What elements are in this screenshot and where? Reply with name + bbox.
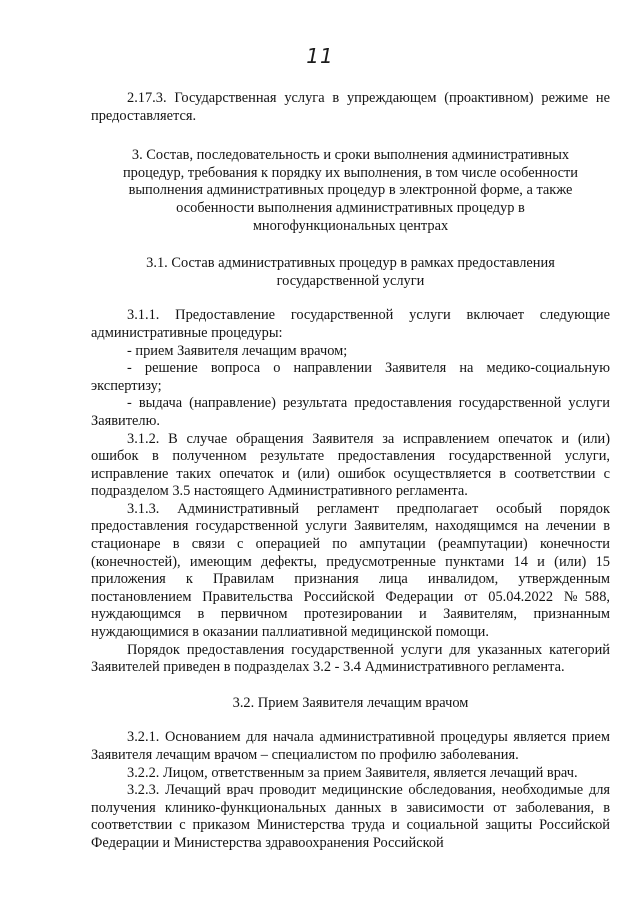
list-item-procedure-1: - прием Заявителя лечащим врачом; <box>127 342 348 359</box>
paragraph-2-17-3: 2.17.3. Государственная услуга в упреждающем (проактивном) режиме не предоставляется. <box>91 90 610 124</box>
list-item-procedure-2: - решение вопроса о направлении Заявителя на медико-социальную экспертизу; <box>91 360 610 394</box>
heading-subsection-3-1: 3.1. Состав административных процедур в рамках предоставления государственной услуги <box>146 255 555 289</box>
paragraph-order: Порядок предоставления государственной услуги для указанных категорий Заявителей приведен в подразделах 3.2 - 3.4 Административного регламента. <box>91 641 610 676</box>
list-item-procedure-3: - выдача (направление) результата предоставления государственной услуги Заявителю. <box>91 395 610 429</box>
paragraph-3-1-2: 3.1.2. В случае обращения Заявителя за исправлением опечаток и (или) ошибок в полученном результате предоставления государственной услуги, исправление таких опечаток и (или) ошибок осуществляется в соответствии с подразделом 3.5 настоящего Административного регламента. <box>91 430 610 500</box>
paragraph-3-2-1: 3.2.1. Основанием для начала административной процедуры является прием Заявителя лечащим врачом – специалистом по профилю заболевания. <box>91 729 610 763</box>
paragraph-3-1-1: 3.1.1. Предоставление государственной услуги включает следующие административные процедуры: <box>91 307 610 341</box>
page-number: 11 <box>306 44 334 68</box>
paragraph-3-1-3: 3.1.3. Административный регламент предполагает особый порядок предоставления государственной услуги Заявителям, находящимся на лечении в стационаре в связи с операцией по ампутации (реампутации) конечности (конечностей), имеющим дефекты, предусмотренные пунктами 14 и (или) 15 приложения к Правилам признания лица инвалидом, утвержденным постановлением Правительства Российской Федерации от 05.04.2022 №588, нуждающимся в первичном протезировании и Заявителям, признанным нуждающимися в оказании паллиативной медицинской помощи. <box>91 500 610 641</box>
document-body <box>91 90 610 853</box>
heading-subsection-3-2: 3.2. Прием Заявителя лечащим врачом <box>232 694 469 711</box>
paragraph-3-2-3: 3.2.3. Лечащий врач проводит медицинские обследования, необходимые для получения клинико-функциональных данных в зависимости от заболевания, в соответствии с приказом Министерства труда и социальной защиты Российской Федерации и Министерства здравоохранения Российской <box>91 782 610 851</box>
paragraph-3-2-2: 3.2.2. Лицом, ответственным за прием Заявителя, является лечащий врач. <box>127 764 578 781</box>
heading-section-3: 3. Состав, последовательность и сроки выполнения административных процедур, требования к порядку их выполнения, в том числе особенности выполнения административных процедур в электронной форме, а также особенности выполнения административных процедур в многофункциональных центрах <box>122 147 579 234</box>
